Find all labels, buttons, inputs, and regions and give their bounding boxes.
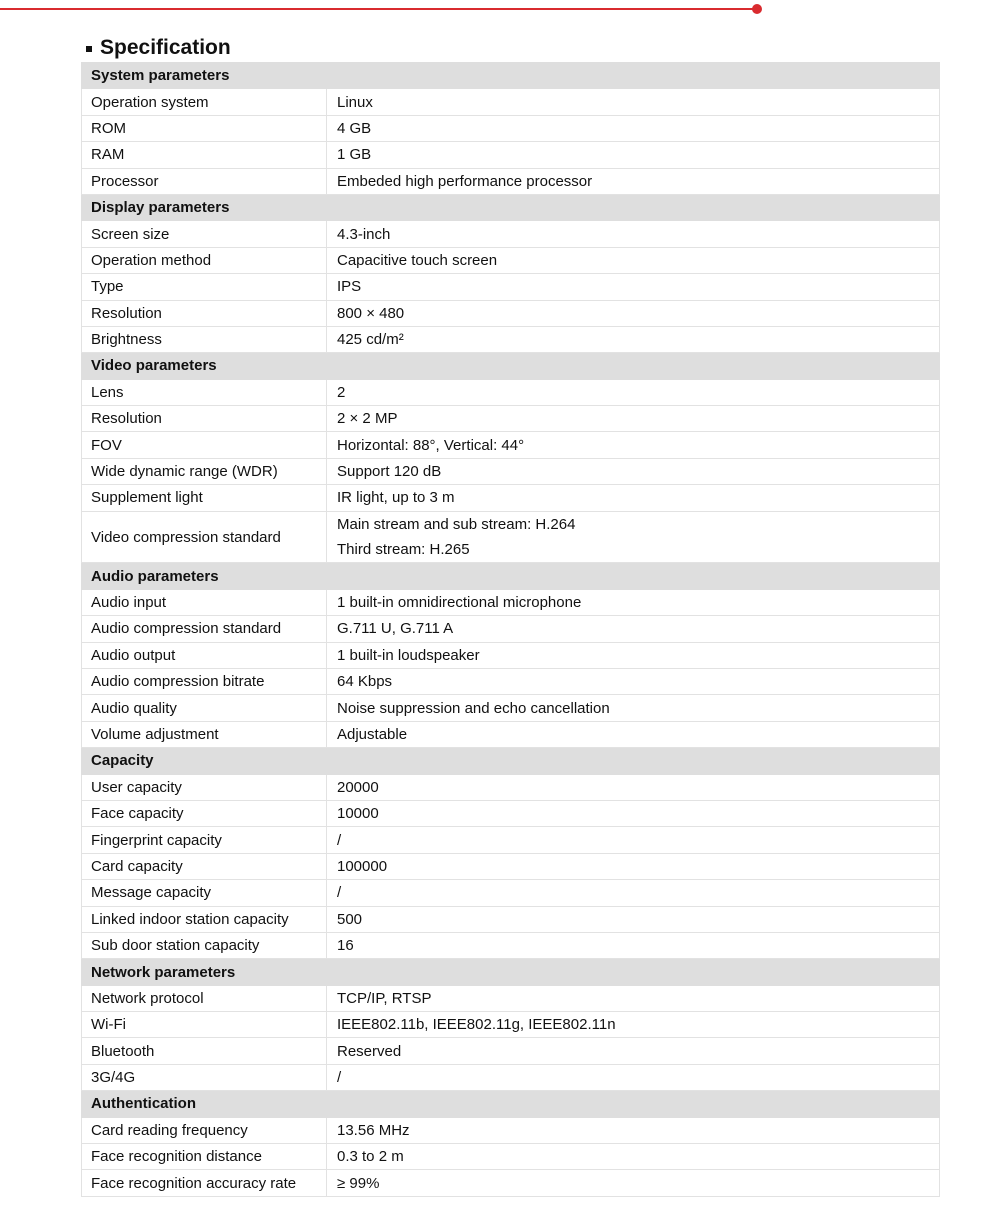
spec-label: Resolution (82, 300, 327, 326)
table-row (82, 1144, 940, 1170)
table-row (82, 1064, 940, 1090)
spec-label: Supplement light (82, 485, 327, 511)
spec-label: Volume adjustment (82, 721, 327, 747)
spec-value: 20000 (327, 774, 940, 800)
spec-value: 0.3 to 2 m (327, 1144, 940, 1170)
spec-value-line: Third stream: H.265 (337, 541, 470, 559)
spec-value: Embeded high performance processor (327, 168, 940, 194)
spec-label: Face recognition distance (82, 1144, 327, 1170)
section-title: Authentication (82, 1091, 940, 1117)
spec-value: 4.3-inch (327, 221, 940, 247)
spec-value: 425 cd/m² (327, 326, 940, 352)
spec-label: Linked indoor station capacity (82, 906, 327, 932)
spec-label: Audio output (82, 642, 327, 668)
table-row (82, 906, 940, 932)
header-divider-line (0, 8, 756, 10)
spec-label: Screen size (82, 221, 327, 247)
table-row (82, 406, 940, 432)
section-header-row (82, 194, 940, 220)
table-row (82, 932, 940, 958)
spec-value: Adjustable (327, 721, 940, 747)
spec-value: 13.56 MHz (327, 1117, 940, 1143)
spec-label: Card capacity (82, 853, 327, 879)
spec-label: Audio compression bitrate (82, 669, 327, 695)
specification-table-body (82, 63, 940, 1197)
table-row (82, 1038, 940, 1064)
section-header-row (82, 563, 940, 589)
table-row (82, 774, 940, 800)
spec-label: Network protocol (82, 985, 327, 1011)
section-header-row (82, 1091, 940, 1117)
spec-label: RAM (82, 142, 327, 168)
spec-label: Message capacity (82, 880, 327, 906)
spec-label: Lens (82, 379, 327, 405)
section-title: Display parameters (82, 194, 940, 220)
page-title: Specification (100, 36, 231, 59)
table-row (82, 853, 940, 879)
table-row (82, 168, 940, 194)
spec-label: Resolution (82, 406, 327, 432)
spec-value: 2 × 2 MP (327, 406, 940, 432)
table-row (82, 115, 940, 141)
spec-label: ROM (82, 115, 327, 141)
spec-value: G.711 U, G.711 A (327, 616, 940, 642)
header-divider-dot (752, 4, 762, 14)
spec-label: 3G/4G (82, 1064, 327, 1090)
spec-value: ≥ 99% (327, 1170, 940, 1196)
spec-value: Horizontal: 88°, Vertical: 44° (327, 432, 940, 458)
spec-value: / (327, 827, 940, 853)
spec-value: Reserved (327, 1038, 940, 1064)
spec-value: 500 (327, 906, 940, 932)
spec-value: 1 built-in omnidirectional microphone (327, 589, 940, 615)
table-row (82, 511, 940, 563)
spec-label: Sub door station capacity (82, 932, 327, 958)
spec-label: Processor (82, 168, 327, 194)
section-header-row (82, 959, 940, 985)
spec-value: IR light, up to 3 m (327, 485, 940, 511)
table-row (82, 589, 940, 615)
table-row (82, 432, 940, 458)
spec-value: / (327, 880, 940, 906)
section-title: Capacity (82, 748, 940, 774)
table-row (82, 274, 940, 300)
table-row (82, 221, 940, 247)
table-row (82, 1012, 940, 1038)
spec-value: IEEE802.11b, IEEE802.11g, IEEE802.11n (327, 1012, 940, 1038)
spec-value: 2 (327, 379, 940, 405)
spec-label: Video compression standard (82, 511, 327, 563)
page-title-row (86, 34, 231, 62)
table-row (82, 485, 940, 511)
section-title: Audio parameters (82, 563, 940, 589)
spec-label: Brightness (82, 326, 327, 352)
square-bullet-icon (86, 46, 92, 52)
spec-label: Wide dynamic range (WDR) (82, 458, 327, 484)
spec-value: TCP/IP, RTSP (327, 985, 940, 1011)
table-row (82, 1170, 940, 1196)
table-row (82, 695, 940, 721)
table-row (82, 985, 940, 1011)
spec-value: 10000 (327, 800, 940, 826)
spec-label: Type (82, 274, 327, 300)
spec-label: Audio quality (82, 695, 327, 721)
spec-value: Noise suppression and echo cancellation (327, 695, 940, 721)
spec-value-line: Main stream and sub stream: H.264 (337, 515, 576, 533)
spec-value-multiline (327, 511, 940, 563)
table-row (82, 458, 940, 484)
spec-value: / (327, 1064, 940, 1090)
table-row (82, 669, 940, 695)
spec-label: Wi-Fi (82, 1012, 327, 1038)
spec-label: Operation method (82, 247, 327, 273)
spec-label: Face capacity (82, 800, 327, 826)
spec-label: Fingerprint capacity (82, 827, 327, 853)
spec-value: IPS (327, 274, 940, 300)
section-header-row (82, 353, 940, 379)
spec-value: 64 Kbps (327, 669, 940, 695)
spec-label: Audio input (82, 589, 327, 615)
spec-label: Audio compression standard (82, 616, 327, 642)
spec-value: Capacitive touch screen (327, 247, 940, 273)
spec-label: Card reading frequency (82, 1117, 327, 1143)
table-row (82, 89, 940, 115)
spec-value: Linux (327, 89, 940, 115)
table-row (82, 642, 940, 668)
table-row (82, 1117, 940, 1143)
section-header-row (82, 63, 940, 89)
table-row (82, 616, 940, 642)
spec-label: User capacity (82, 774, 327, 800)
spec-value: Support 120 dB (327, 458, 940, 484)
section-title: System parameters (82, 63, 940, 89)
spec-label: Bluetooth (82, 1038, 327, 1064)
table-row (82, 800, 940, 826)
section-title: Video parameters (82, 353, 940, 379)
specification-table (81, 62, 940, 1197)
table-row (82, 326, 940, 352)
table-row (82, 721, 940, 747)
spec-value: 1 built-in loudspeaker (327, 642, 940, 668)
table-row (82, 300, 940, 326)
spec-value: 800 × 480 (327, 300, 940, 326)
spec-label: FOV (82, 432, 327, 458)
spec-value: 4 GB (327, 115, 940, 141)
spec-label: Operation system (82, 89, 327, 115)
section-header-row (82, 748, 940, 774)
table-row (82, 827, 940, 853)
spec-label: Face recognition accuracy rate (82, 1170, 327, 1196)
spec-value: 1 GB (327, 142, 940, 168)
spec-value: 16 (327, 932, 940, 958)
table-row (82, 880, 940, 906)
table-row (82, 247, 940, 273)
table-row (82, 142, 940, 168)
section-title: Network parameters (82, 959, 940, 985)
table-row (82, 379, 940, 405)
spec-value: 100000 (327, 853, 940, 879)
